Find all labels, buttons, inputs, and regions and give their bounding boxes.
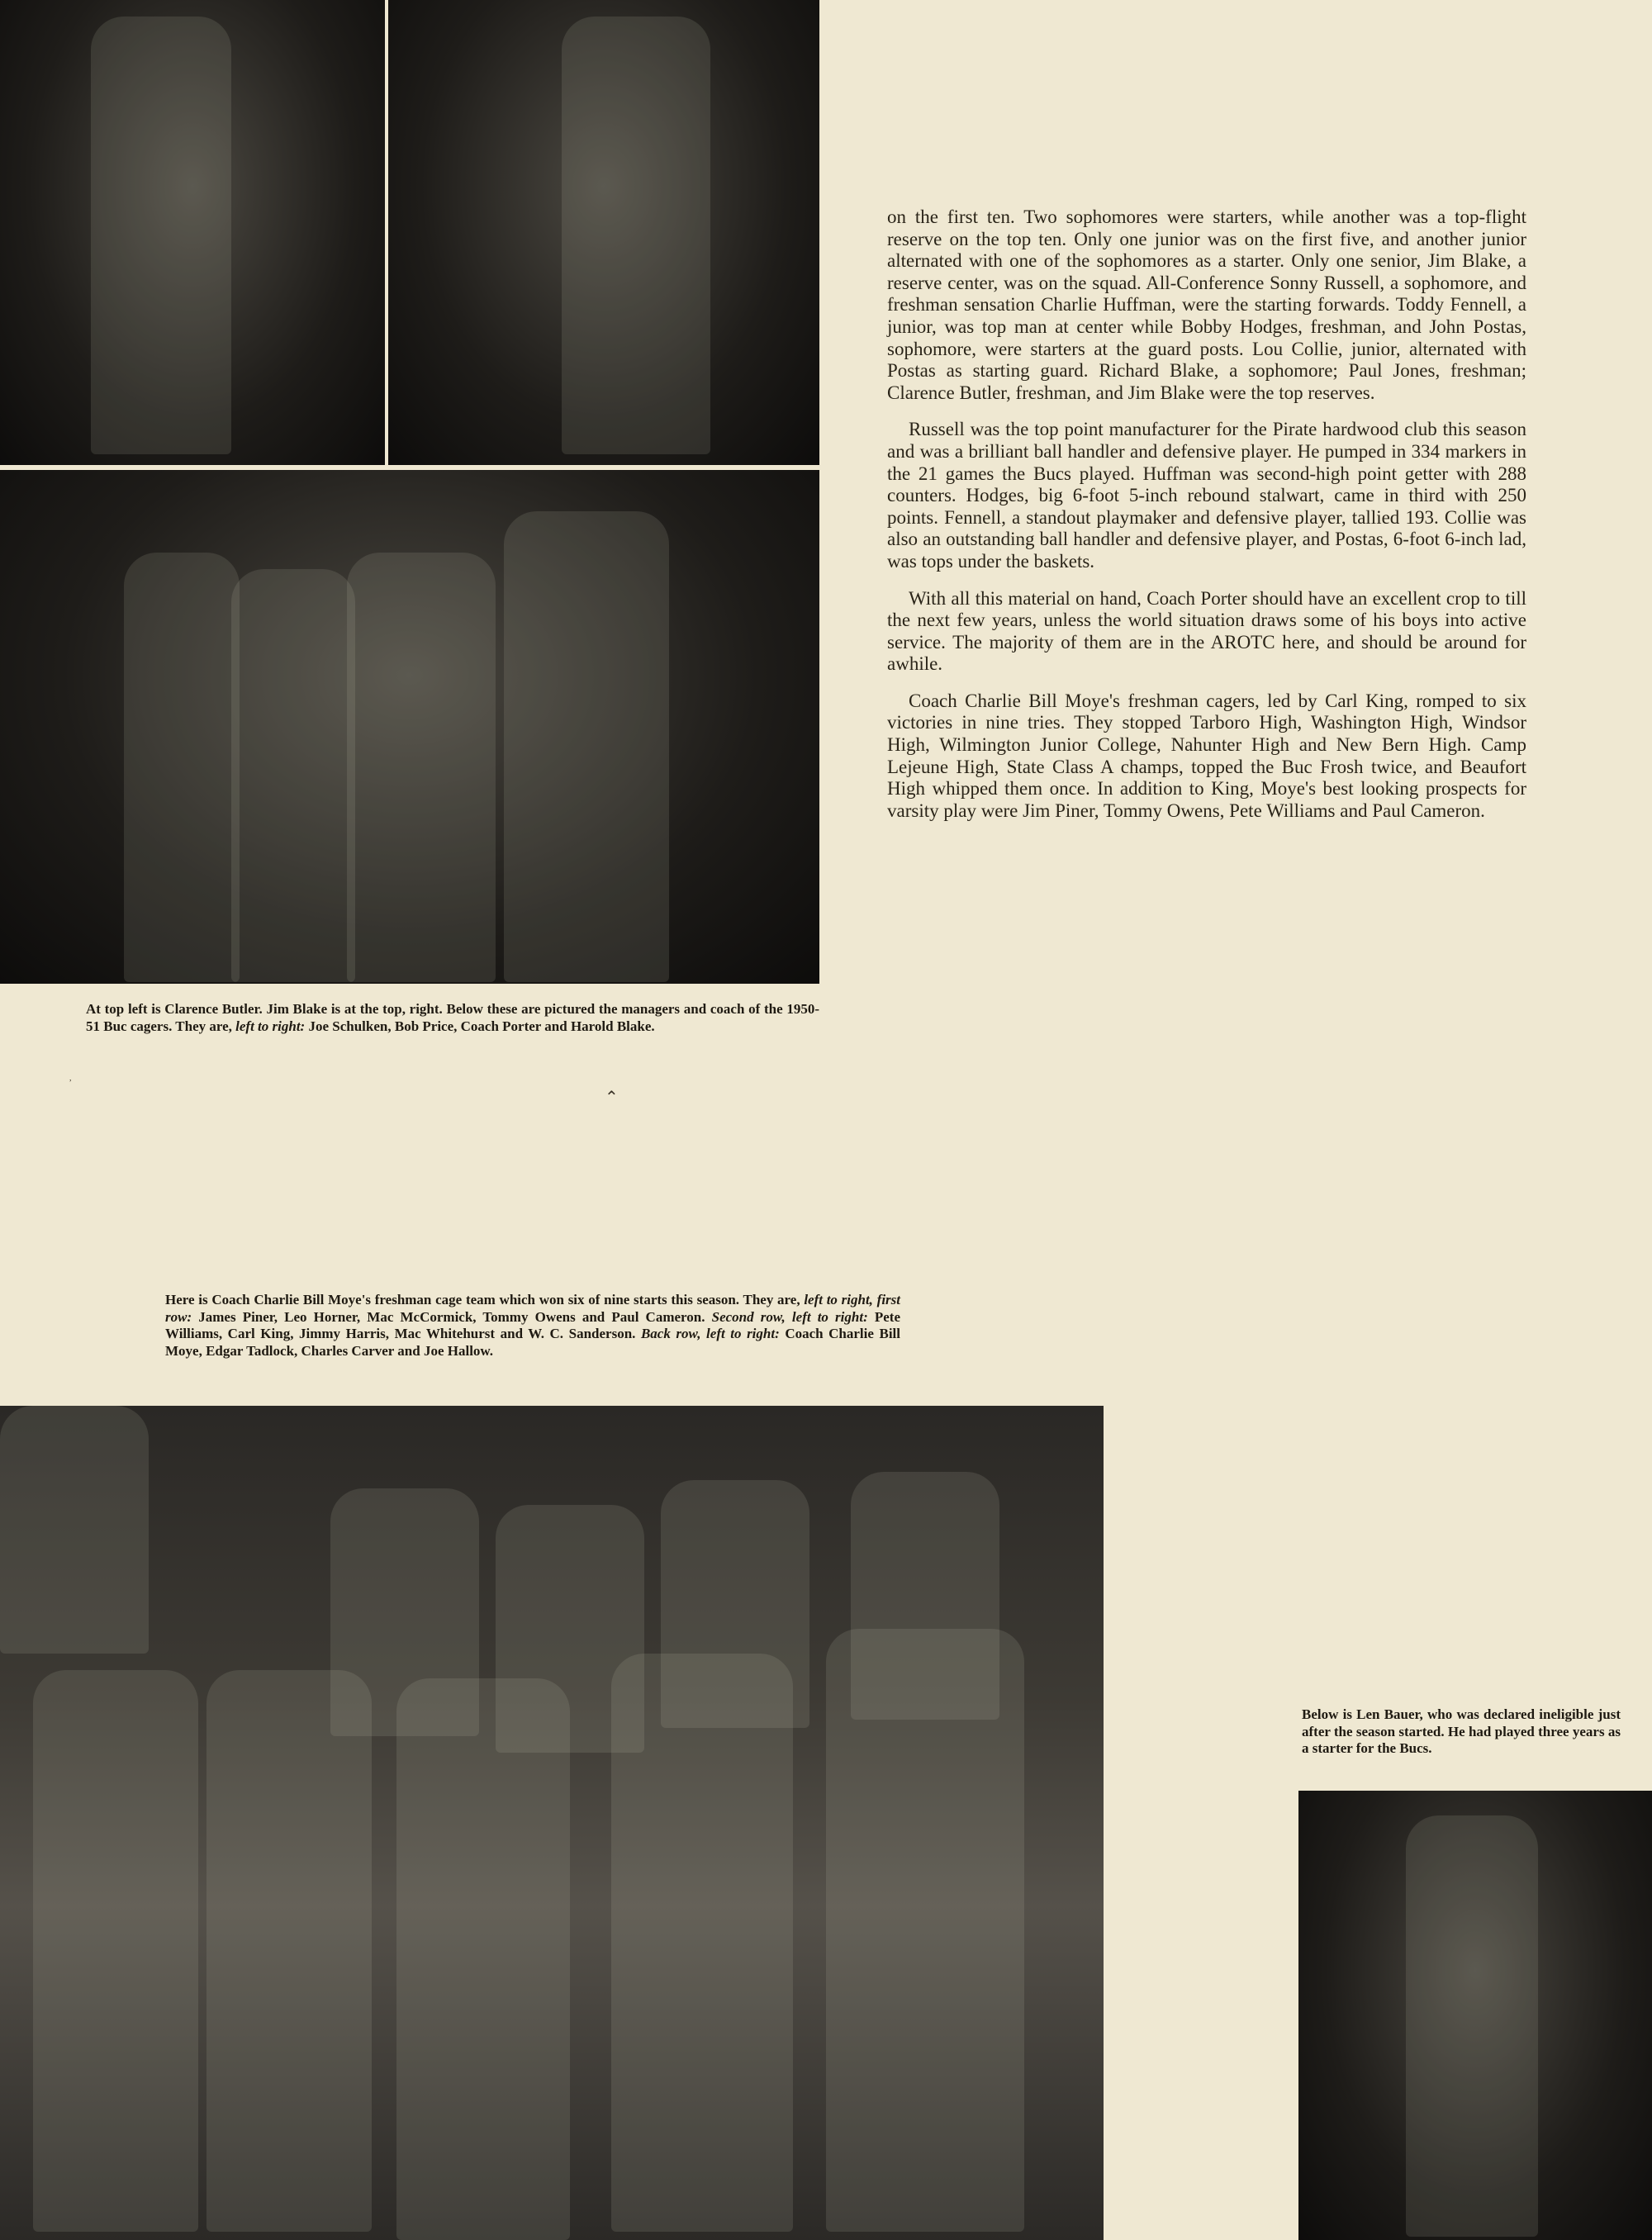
caption-top-photos (86, 1001, 819, 1035)
person-figure (504, 511, 669, 982)
photo-managers-coach (0, 470, 819, 984)
caption-text: At top left is Clarence Butler. Jim Blake is at the top, right. Below these are pictured the managers and coach of the 1950-51 Buc cagers. They are, (86, 1001, 819, 1034)
player-figure (91, 17, 231, 454)
person-figure (231, 569, 355, 982)
article-paragraph: Russell was the top point manufacturer for the Pirate hardwood club this season and was a brilliant ball handler and defensive player. He pumped in 334 markers in the 21 games the Bucs played. Huffman was second-high point getter with 288 counters. Hodges, big 6-foot 5-inch rebound stalwart, came in third with 250 points. Fennell, a standout playmaker and defensive player, tallied 193. Collie was also an outstanding ball handler and defensive player, and Postas, 6-foot 6-inch lad, was tops under the baskets. (887, 419, 1526, 572)
person-figure (347, 553, 496, 982)
article-paragraph: With all this material on hand, Coach Porter should have an excellent crop to till the next few years, unless the world situation draws some of his boys into active service. The majority of them are in the AROTC here, and should be around for awhile. (887, 587, 1526, 675)
player-figure (330, 1488, 479, 1736)
player-figure (1406, 1815, 1538, 2237)
player-figure (0, 1406, 149, 1654)
stray-mark: ⌃ (605, 1089, 619, 1107)
article-body (887, 206, 1526, 837)
caption-direction: Second row, left to right: (711, 1308, 868, 1325)
photo-clarence-butler (0, 0, 385, 465)
player-figure (496, 1505, 644, 1753)
player-figure (562, 17, 710, 454)
article-paragraph: Coach Charlie Bill Moye's freshman cagers, led by Carl King, romped to six victories in nine tries. They stopped Tarboro High, Washington High, Windsor High, Wilmington Junior College, Nahunter High and New Bern High. Camp Lejeune High, State Class A champs, topped the Buc Frosh twice, and Beaufort High whipped them once. In addition to King, Moye's best looking prospects for varsity play were Jim Piner, Tommy Owens, Pete Williams and Paul Cameron. (887, 690, 1526, 821)
caption-direction: Back row, left to right: (640, 1326, 780, 1341)
player-figure (661, 1480, 809, 1728)
player-figure (851, 1472, 999, 1720)
caption-text: Joe Schulken, Bob Price, Coach Porter and Harold Blake. (305, 1018, 655, 1034)
caption-direction: left to right: (235, 1018, 306, 1034)
player-figure (206, 1670, 372, 2232)
photo-freshman-team (0, 1406, 1104, 2240)
caption-len-bauer (1302, 1706, 1621, 1758)
player-figure (396, 1678, 570, 2240)
caption-text: Here is Coach Charlie Bill Moye's freshman cage team which won six of nine starts this season. They are, (165, 1292, 805, 1307)
caption-text: Pete Williams, Carl King, Jimmy Harris, Mac Whitehurst and W. C. Sanderson. (165, 1308, 900, 1341)
photo-jim-blake (388, 0, 819, 465)
person-figure (124, 553, 240, 982)
photo-len-bauer (1298, 1791, 1652, 2240)
caption-text: Below is Len Bauer, who was declared ineligible just after the season started. He had played three years as a starter for the Bucs. (1302, 1706, 1621, 1756)
caption-text: James Piner, Leo Horner, Mac McCormick, Tommy Owens and Paul Cameron. (192, 1308, 712, 1325)
player-figure (33, 1670, 198, 2232)
stray-mark: , (69, 1074, 72, 1083)
article-paragraph: on the first ten. Two sophomores were starters, while another was a top-flight reserve on the top ten. Only one junior was on the first five, and another junior alternated with one of the sophomores as a starter. Only one senior, Jim Blake, a reserve center, was on the squad. All-Conference Sonny Russell, a sophomore, and freshman sensation Charlie Huffman, were the starting forwards. Toddy Fennell, a junior, was top man at center while Bobby Hodges, freshman, and John Postas, sophomore, were starters at the guard posts. Lou Collie, junior, alternated with Postas as starting guard. Richard Blake, a sophomore; Paul Jones, freshman; Clarence Butler, freshman, and Jim Blake were the top reserves. (887, 206, 1526, 403)
caption-freshman-team (165, 1292, 900, 1360)
caption-text: Coach Charlie Bill Moye, Edgar Tadlock, Charles Carver and Joe Hallow. (165, 1326, 900, 1359)
caption-direction: left to right, first row: (165, 1292, 901, 1325)
